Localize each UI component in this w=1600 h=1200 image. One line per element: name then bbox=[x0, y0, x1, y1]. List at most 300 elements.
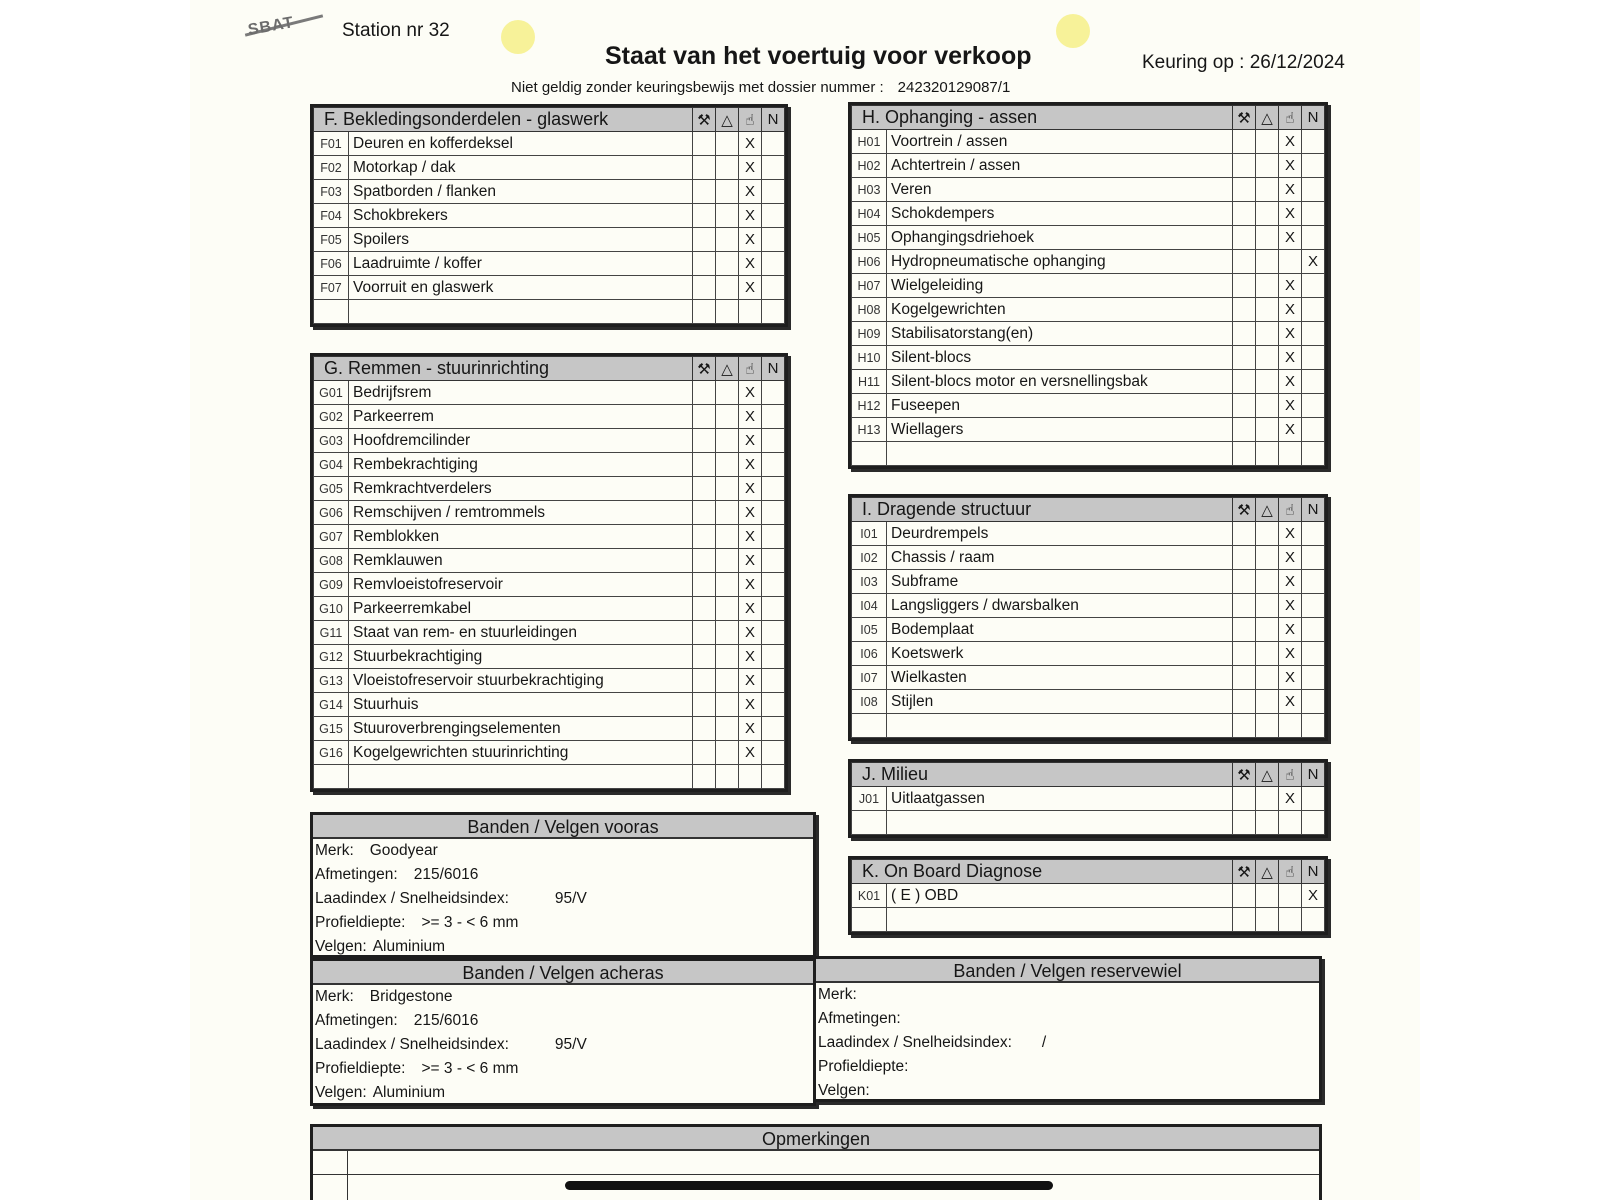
check-mark bbox=[716, 717, 739, 741]
check-mark: X bbox=[1279, 274, 1302, 298]
check-mark bbox=[1233, 394, 1256, 418]
checklist-row bbox=[314, 645, 785, 669]
checklist-row bbox=[852, 642, 1325, 666]
section-title: J. Milieu bbox=[852, 763, 1233, 787]
check-mark: X bbox=[1279, 202, 1302, 226]
checklist-row bbox=[314, 453, 785, 477]
section-g-brakes-steering bbox=[310, 353, 788, 792]
check-mark: X bbox=[1279, 787, 1302, 811]
tyre-brand-row bbox=[313, 839, 813, 863]
item-code: G03 bbox=[314, 429, 349, 453]
check-mark bbox=[1279, 884, 1302, 908]
hand-icon: ☝ bbox=[1279, 498, 1302, 522]
check-mark bbox=[1233, 274, 1256, 298]
tyre-index: / bbox=[1041, 1034, 1047, 1051]
check-mark: X bbox=[1279, 226, 1302, 250]
checklist-row bbox=[314, 156, 785, 180]
check-mark: X bbox=[1279, 154, 1302, 178]
check-mark: X bbox=[1279, 546, 1302, 570]
check-mark bbox=[716, 741, 739, 765]
divider bbox=[347, 1151, 348, 1200]
check-mark bbox=[716, 180, 739, 204]
check-mark bbox=[1256, 346, 1279, 370]
check-mark: X bbox=[739, 156, 762, 180]
item-label: Schokdempers bbox=[887, 202, 1233, 226]
check-mark bbox=[1233, 154, 1256, 178]
check-mark bbox=[1302, 690, 1325, 714]
checklist-row bbox=[852, 908, 1325, 932]
section-title: H. Ophanging - assen bbox=[852, 106, 1233, 130]
check-mark: X bbox=[1279, 130, 1302, 154]
item-label: Parkeerrem bbox=[349, 405, 693, 429]
check-mark bbox=[693, 300, 716, 324]
item-code: G01 bbox=[314, 381, 349, 405]
item-label: Vloeistofreservoir stuurbekrachtiging bbox=[349, 669, 693, 693]
item-label: Laadruimte / koffer bbox=[349, 252, 693, 276]
check-mark bbox=[762, 228, 785, 252]
check-mark bbox=[716, 228, 739, 252]
check-mark bbox=[1233, 570, 1256, 594]
check-mark bbox=[1302, 570, 1325, 594]
item-code: I08 bbox=[852, 690, 887, 714]
check-mark bbox=[693, 132, 716, 156]
field-label: Afmetingen: bbox=[315, 1012, 398, 1029]
remarks-title: Opmerkingen bbox=[313, 1127, 1319, 1151]
check-mark bbox=[1256, 690, 1279, 714]
item-label: Wiellagers bbox=[887, 418, 1233, 442]
tyre-tread-row bbox=[313, 911, 813, 935]
item-label: Schokbrekers bbox=[349, 204, 693, 228]
checklist-row bbox=[314, 621, 785, 645]
hand-icon: ☝ bbox=[1279, 860, 1302, 884]
checklist-row bbox=[852, 394, 1325, 418]
column-n-header: N bbox=[1302, 860, 1325, 884]
checklist-row bbox=[852, 202, 1325, 226]
check-mark bbox=[1233, 666, 1256, 690]
check-mark bbox=[1233, 322, 1256, 346]
check-mark bbox=[1256, 787, 1279, 811]
checklist-row bbox=[314, 669, 785, 693]
checklist-row bbox=[314, 180, 785, 204]
item-code: H11 bbox=[852, 370, 887, 394]
section-title: I. Dragende structuur bbox=[852, 498, 1233, 522]
checklist-row bbox=[314, 501, 785, 525]
check-mark bbox=[762, 597, 785, 621]
check-mark bbox=[762, 645, 785, 669]
item-code: I03 bbox=[852, 570, 887, 594]
check-mark bbox=[716, 405, 739, 429]
field-label: Laadindex / Snelheidsindex: bbox=[315, 890, 509, 907]
check-mark bbox=[1279, 714, 1302, 738]
tyre-tread-row bbox=[816, 1055, 1319, 1079]
divider bbox=[313, 1174, 1319, 1175]
check-mark bbox=[693, 597, 716, 621]
check-mark bbox=[1256, 202, 1279, 226]
item-label: Remschijven / remtrommels bbox=[349, 501, 693, 525]
check-mark: X bbox=[739, 525, 762, 549]
check-mark bbox=[1233, 370, 1256, 394]
checklist-row bbox=[314, 549, 785, 573]
check-mark bbox=[1256, 666, 1279, 690]
tyre-rims: Aluminium bbox=[372, 938, 446, 955]
item-code: I04 bbox=[852, 594, 887, 618]
item-code: F03 bbox=[314, 180, 349, 204]
check-mark: X bbox=[739, 381, 762, 405]
check-mark bbox=[716, 669, 739, 693]
item-code: J01 bbox=[852, 787, 887, 811]
check-mark bbox=[693, 765, 716, 789]
check-mark: X bbox=[739, 573, 762, 597]
column-n-header: N bbox=[762, 108, 785, 132]
tyre-brand: Bridgestone bbox=[369, 988, 453, 1005]
check-mark bbox=[1302, 394, 1325, 418]
check-mark bbox=[693, 477, 716, 501]
check-mark: X bbox=[739, 741, 762, 765]
check-mark: X bbox=[1279, 178, 1302, 202]
check-mark bbox=[693, 204, 716, 228]
checklist-row bbox=[852, 178, 1325, 202]
check-mark bbox=[693, 693, 716, 717]
check-mark: X bbox=[1302, 250, 1325, 274]
check-mark bbox=[693, 645, 716, 669]
check-mark bbox=[693, 276, 716, 300]
station-number: Station nr 32 bbox=[342, 20, 450, 41]
wrench-icon: ⚒ bbox=[1233, 763, 1256, 787]
check-mark bbox=[1256, 442, 1279, 466]
check-mark bbox=[693, 156, 716, 180]
check-mark bbox=[1256, 250, 1279, 274]
item-code: I06 bbox=[852, 642, 887, 666]
item-label: Kogelgewrichten bbox=[887, 298, 1233, 322]
check-mark bbox=[1233, 442, 1256, 466]
check-mark bbox=[716, 381, 739, 405]
home-indicator-bar bbox=[565, 1181, 1053, 1190]
check-mark bbox=[1302, 202, 1325, 226]
check-mark bbox=[1256, 908, 1279, 932]
check-mark bbox=[716, 621, 739, 645]
tyre-index-row bbox=[313, 887, 813, 911]
item-code: F01 bbox=[314, 132, 349, 156]
wrench-icon: ⚒ bbox=[1233, 498, 1256, 522]
checklist-row bbox=[852, 274, 1325, 298]
check-mark: X bbox=[1279, 418, 1302, 442]
check-mark bbox=[1233, 642, 1256, 666]
field-label: Velgen: bbox=[315, 1084, 367, 1101]
item-label bbox=[887, 811, 1233, 835]
check-mark bbox=[762, 156, 785, 180]
check-mark bbox=[1256, 322, 1279, 346]
check-mark bbox=[716, 765, 739, 789]
field-label: Merk: bbox=[315, 988, 354, 1005]
item-code: I02 bbox=[852, 546, 887, 570]
check-mark bbox=[693, 669, 716, 693]
warning-icon: △ bbox=[1256, 106, 1279, 130]
item-label bbox=[887, 442, 1233, 466]
tyres-rear-title: Banden / Velgen acheras bbox=[313, 961, 813, 985]
check-mark: X bbox=[1279, 346, 1302, 370]
check-mark bbox=[716, 477, 739, 501]
check-mark bbox=[1302, 154, 1325, 178]
field-label: Velgen: bbox=[315, 938, 367, 955]
check-mark bbox=[739, 765, 762, 789]
checklist-row bbox=[852, 346, 1325, 370]
field-label: Merk: bbox=[818, 986, 857, 1003]
field-label: Laadindex / Snelheidsindex: bbox=[818, 1034, 1012, 1051]
check-mark: X bbox=[739, 501, 762, 525]
check-mark bbox=[1302, 442, 1325, 466]
check-mark bbox=[693, 717, 716, 741]
check-mark bbox=[1256, 178, 1279, 202]
tyre-rims-row bbox=[313, 935, 813, 959]
check-mark bbox=[1256, 522, 1279, 546]
remarks-grid bbox=[313, 1151, 1319, 1200]
column-n-header: N bbox=[1302, 106, 1325, 130]
checklist-row bbox=[852, 546, 1325, 570]
check-mark: X bbox=[739, 621, 762, 645]
check-mark bbox=[1302, 546, 1325, 570]
check-mark: X bbox=[739, 228, 762, 252]
field-label: Afmetingen: bbox=[315, 866, 398, 883]
item-code: H01 bbox=[852, 130, 887, 154]
item-label: ( E ) OBD bbox=[887, 884, 1233, 908]
item-label: Parkeerremkabel bbox=[349, 597, 693, 621]
check-mark: X bbox=[1279, 690, 1302, 714]
tyre-brand-row bbox=[816, 983, 1319, 1007]
check-mark bbox=[1256, 394, 1279, 418]
item-label bbox=[349, 300, 693, 324]
checklist-row bbox=[852, 666, 1325, 690]
check-mark bbox=[716, 276, 739, 300]
check-mark bbox=[1256, 642, 1279, 666]
checklist-row bbox=[852, 322, 1325, 346]
check-mark bbox=[1302, 787, 1325, 811]
tyre-size-row bbox=[313, 863, 813, 887]
check-mark bbox=[693, 741, 716, 765]
item-label: Rembekrachtiging bbox=[349, 453, 693, 477]
field-label: Afmetingen: bbox=[818, 1010, 901, 1027]
field-label: Profieldiepte: bbox=[315, 1060, 406, 1077]
tyre-rims-row bbox=[313, 1081, 813, 1105]
hand-icon: ☝ bbox=[739, 357, 762, 381]
checklist-row bbox=[314, 573, 785, 597]
check-mark bbox=[716, 549, 739, 573]
check-mark bbox=[1233, 811, 1256, 835]
check-mark bbox=[1256, 546, 1279, 570]
item-label: Wielkasten bbox=[887, 666, 1233, 690]
item-code: G09 bbox=[314, 573, 349, 597]
check-mark: X bbox=[1279, 642, 1302, 666]
item-label: Spoilers bbox=[349, 228, 693, 252]
checklist-row bbox=[852, 884, 1325, 908]
tyre-size: 215/6016 bbox=[413, 866, 479, 883]
check-mark bbox=[762, 669, 785, 693]
check-mark bbox=[716, 252, 739, 276]
check-mark bbox=[1233, 546, 1256, 570]
check-mark bbox=[693, 405, 716, 429]
check-mark bbox=[1233, 884, 1256, 908]
check-mark bbox=[1233, 130, 1256, 154]
check-mark: X bbox=[739, 597, 762, 621]
field-label: Velgen: bbox=[818, 1082, 870, 1099]
item-code: G02 bbox=[314, 405, 349, 429]
check-mark bbox=[1233, 226, 1256, 250]
check-mark: X bbox=[739, 180, 762, 204]
highlight-mark bbox=[501, 20, 535, 54]
check-mark bbox=[1279, 250, 1302, 274]
check-mark bbox=[762, 405, 785, 429]
item-code: H08 bbox=[852, 298, 887, 322]
check-mark bbox=[1233, 522, 1256, 546]
tyre-tread-row bbox=[313, 1057, 813, 1081]
item-code: G12 bbox=[314, 645, 349, 669]
check-mark: X bbox=[739, 204, 762, 228]
check-mark bbox=[1302, 346, 1325, 370]
check-mark bbox=[762, 180, 785, 204]
checklist-row bbox=[314, 717, 785, 741]
dossier-number: 242320129087/1 bbox=[897, 79, 1011, 96]
checklist-row bbox=[852, 690, 1325, 714]
field-label: Profieldiepte: bbox=[818, 1058, 909, 1075]
checklist-row bbox=[852, 298, 1325, 322]
checklist-row bbox=[314, 132, 785, 156]
checklist-row bbox=[314, 405, 785, 429]
check-mark bbox=[1302, 226, 1325, 250]
item-label: Kogelgewrichten stuurinrichting bbox=[349, 741, 693, 765]
checklist-row bbox=[314, 741, 785, 765]
check-mark bbox=[1302, 594, 1325, 618]
check-mark: X bbox=[1279, 322, 1302, 346]
section-i-structure bbox=[848, 494, 1328, 741]
tyre-tread: >= 3 - < 6 mm bbox=[421, 914, 519, 931]
item-code: F06 bbox=[314, 252, 349, 276]
item-code: G07 bbox=[314, 525, 349, 549]
check-mark bbox=[1302, 322, 1325, 346]
item-code: G14 bbox=[314, 693, 349, 717]
checklist-row bbox=[852, 418, 1325, 442]
item-code: H10 bbox=[852, 346, 887, 370]
checklist-row bbox=[852, 522, 1325, 546]
check-mark bbox=[716, 156, 739, 180]
item-code: F04 bbox=[314, 204, 349, 228]
check-mark: X bbox=[1279, 666, 1302, 690]
check-mark bbox=[1302, 130, 1325, 154]
wrench-icon: ⚒ bbox=[1233, 106, 1256, 130]
item-label: Veren bbox=[887, 178, 1233, 202]
item-label: Achtertrein / assen bbox=[887, 154, 1233, 178]
check-mark bbox=[693, 573, 716, 597]
check-mark bbox=[762, 549, 785, 573]
section-k-obd bbox=[848, 856, 1328, 935]
item-label: Deurdrempels bbox=[887, 522, 1233, 546]
warning-icon: △ bbox=[1256, 498, 1279, 522]
check-mark bbox=[1302, 714, 1325, 738]
check-mark bbox=[1302, 274, 1325, 298]
checklist-row bbox=[314, 252, 785, 276]
check-mark: X bbox=[739, 252, 762, 276]
check-mark bbox=[1256, 418, 1279, 442]
wrench-icon: ⚒ bbox=[693, 108, 716, 132]
check-mark bbox=[1256, 154, 1279, 178]
check-mark bbox=[1279, 442, 1302, 466]
checklist-row bbox=[852, 130, 1325, 154]
item-label: Stijlen bbox=[887, 690, 1233, 714]
check-mark bbox=[1256, 884, 1279, 908]
item-label: Deuren en kofferdeksel bbox=[349, 132, 693, 156]
check-mark bbox=[762, 204, 785, 228]
item-code: G10 bbox=[314, 597, 349, 621]
item-label: Bodemplaat bbox=[887, 618, 1233, 642]
check-mark bbox=[1302, 298, 1325, 322]
tyre-brand-row bbox=[313, 985, 813, 1009]
item-label: Silent-blocs bbox=[887, 346, 1233, 370]
check-mark bbox=[1302, 811, 1325, 835]
section-title: K. On Board Diagnose bbox=[852, 860, 1233, 884]
item-code: H12 bbox=[852, 394, 887, 418]
check-mark bbox=[762, 501, 785, 525]
check-mark bbox=[716, 132, 739, 156]
column-n-header: N bbox=[762, 357, 785, 381]
item-label: Remblokken bbox=[349, 525, 693, 549]
item-code: I01 bbox=[852, 522, 887, 546]
section-title: F. Bekledingsonderdelen - glaswerk bbox=[314, 108, 693, 132]
item-code: H02 bbox=[852, 154, 887, 178]
field-label: Laadindex / Snelheidsindex: bbox=[315, 1036, 509, 1053]
tyre-size-row bbox=[313, 1009, 813, 1033]
check-mark bbox=[716, 204, 739, 228]
check-mark bbox=[762, 525, 785, 549]
check-mark bbox=[762, 573, 785, 597]
check-mark bbox=[693, 549, 716, 573]
check-mark bbox=[693, 429, 716, 453]
checklist-row bbox=[852, 787, 1325, 811]
check-mark bbox=[1233, 787, 1256, 811]
check-mark: X bbox=[739, 405, 762, 429]
check-mark bbox=[762, 693, 785, 717]
item-code: H03 bbox=[852, 178, 887, 202]
check-mark bbox=[1302, 908, 1325, 932]
check-mark bbox=[693, 252, 716, 276]
item-code bbox=[852, 714, 887, 738]
checklist-row bbox=[314, 228, 785, 252]
checklist-row bbox=[314, 693, 785, 717]
check-mark bbox=[716, 573, 739, 597]
wrench-icon: ⚒ bbox=[693, 357, 716, 381]
item-code: G11 bbox=[314, 621, 349, 645]
check-mark bbox=[1233, 346, 1256, 370]
check-mark bbox=[693, 621, 716, 645]
item-code: I07 bbox=[852, 666, 887, 690]
check-mark bbox=[1233, 298, 1256, 322]
check-mark bbox=[693, 180, 716, 204]
item-code: G15 bbox=[314, 717, 349, 741]
item-label: Stuuroverbrengingselementen bbox=[349, 717, 693, 741]
check-mark bbox=[1256, 594, 1279, 618]
check-mark bbox=[1256, 570, 1279, 594]
item-label: Uitlaatgassen bbox=[887, 787, 1233, 811]
check-mark: X bbox=[739, 429, 762, 453]
check-mark: X bbox=[739, 717, 762, 741]
checklist-row bbox=[852, 442, 1325, 466]
item-label: Ophangingsdriehoek bbox=[887, 226, 1233, 250]
check-mark bbox=[1302, 618, 1325, 642]
tyre-index-row bbox=[313, 1033, 813, 1057]
item-code: H07 bbox=[852, 274, 887, 298]
item-label: Langsliggers / dwarsbalken bbox=[887, 594, 1233, 618]
checklist-row bbox=[852, 811, 1325, 835]
item-code: H05 bbox=[852, 226, 887, 250]
item-code bbox=[314, 300, 349, 324]
check-mark bbox=[1302, 418, 1325, 442]
